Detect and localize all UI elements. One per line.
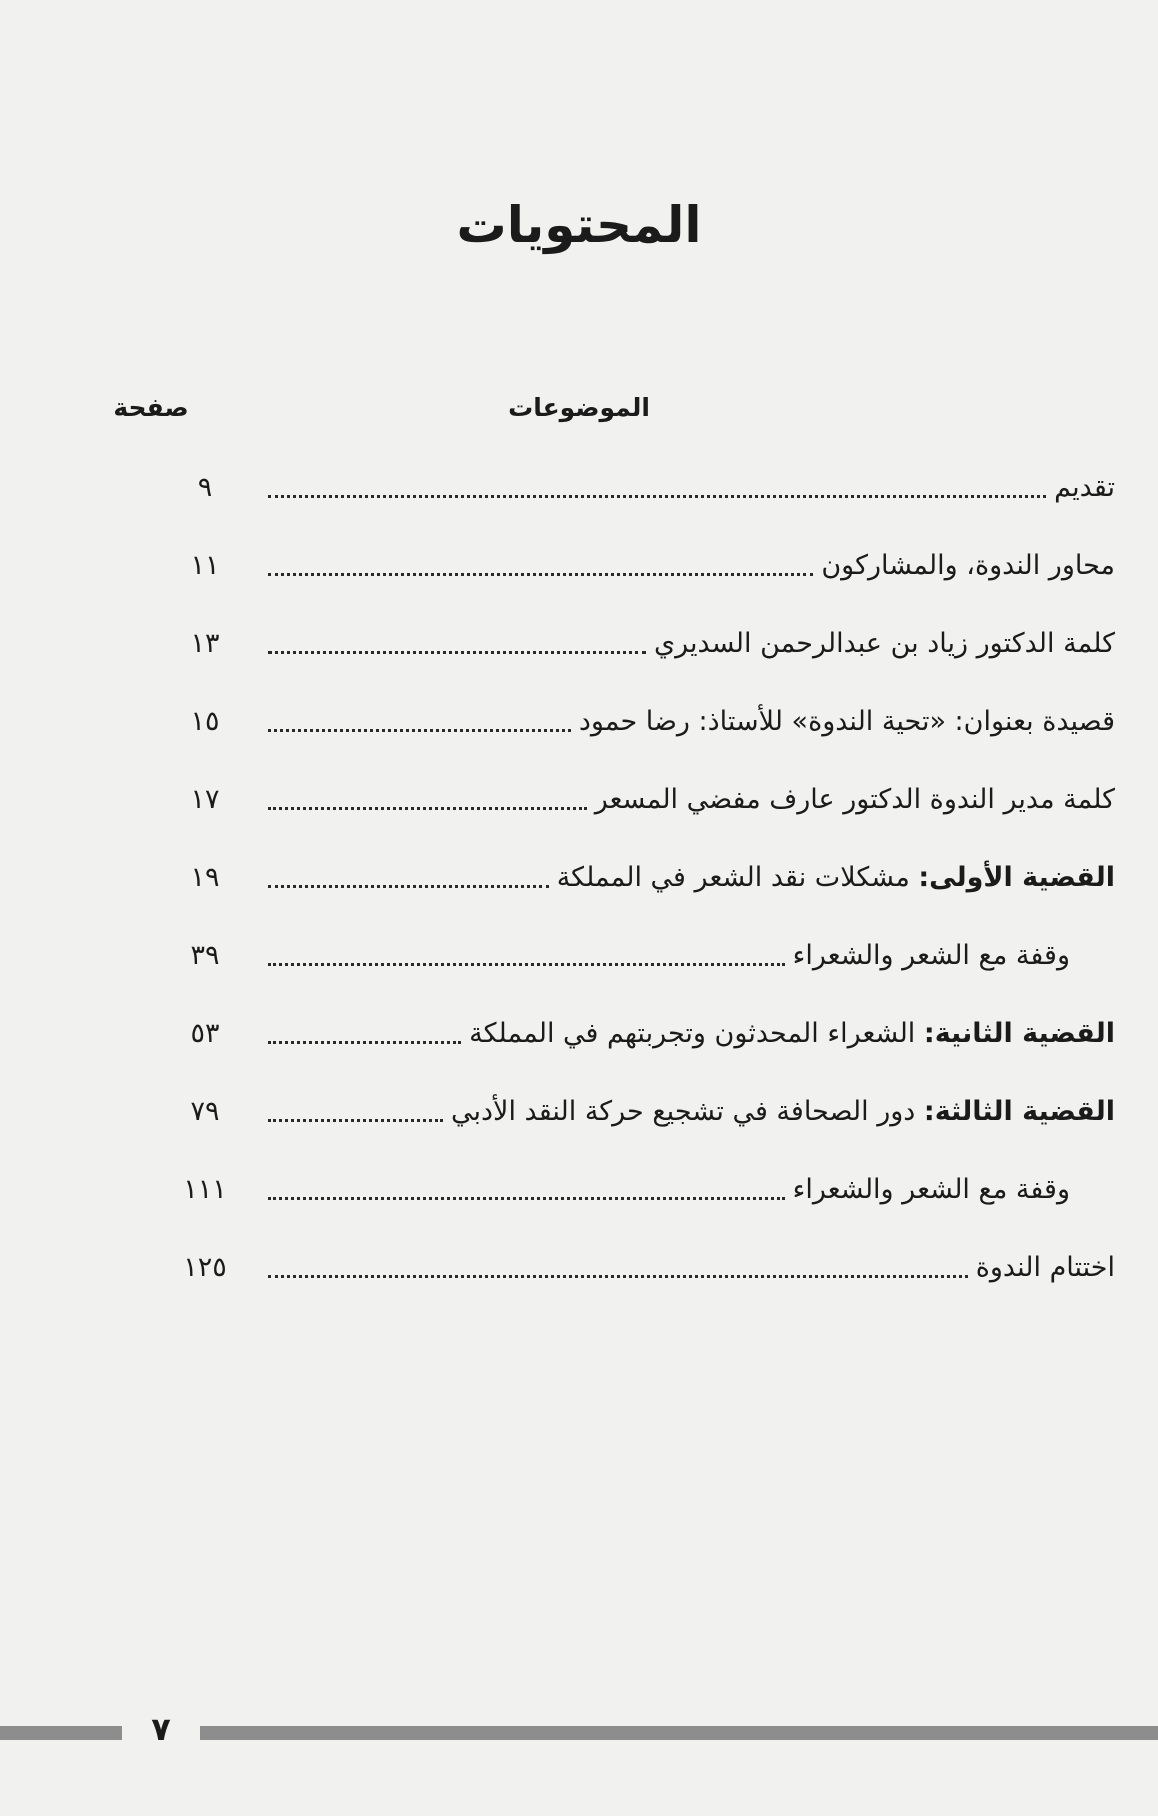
toc-leader-dots <box>268 884 549 888</box>
toc-entry-title: محاور الندوة، والمشاركون <box>821 550 1115 581</box>
toc-entry-title: اختتام الندوة <box>975 1252 1115 1283</box>
toc-entry-page: ٧٩ <box>190 1096 220 1127</box>
toc-leader-dots <box>268 1196 785 1200</box>
toc-leader-dots <box>268 494 1046 498</box>
toc-entry-page: ١٢٥ <box>183 1252 227 1283</box>
toc-entry-page: ١٩ <box>190 862 220 893</box>
toc-entry[interactable] <box>150 616 1115 664</box>
toc-leader-dots <box>268 806 587 810</box>
toc-entry-title: وقفة مع الشعر والشعراء <box>792 940 1070 971</box>
toc-entry-title: القضية الأولى: مشكلات نقد الشعر في المملكة <box>556 862 1115 893</box>
toc-entry-title: القضية الثالثة: دور الصحافة في تشجيع حركة النقد الأدبي <box>451 1096 1115 1127</box>
toc-entry-title: كلمة مدير الندوة الدكتور عارف مفضي المسعر <box>594 784 1115 815</box>
toc-entry[interactable] <box>150 1084 1115 1132</box>
toc-entry-page: ١٥ <box>190 706 220 737</box>
toc-entry[interactable] <box>150 538 1115 586</box>
toc-entry-page: ٣٩ <box>190 940 220 971</box>
toc-entry-page: ٥٣ <box>190 1018 220 1049</box>
toc-entry[interactable] <box>150 1240 1115 1288</box>
toc-leader-dots <box>268 650 646 654</box>
toc-entry-title: كلمة الدكتور زياد بن عبدالرحمن السديري <box>654 628 1115 659</box>
toc-leader-dots <box>268 728 571 732</box>
toc-subentry[interactable] <box>150 928 1070 976</box>
toc-entry[interactable] <box>150 850 1115 898</box>
page-column-header: صفحة <box>113 393 189 422</box>
toc-entry-page: ١١ <box>190 550 220 581</box>
toc-entry-page: ١١١ <box>183 1174 227 1205</box>
toc-entry-title: قصيدة بعنوان: «تحية الندوة» للأستاذ: رضا حمود <box>578 706 1115 737</box>
page-number: ٧ <box>151 1710 171 1748</box>
toc-leader-dots <box>268 572 813 576</box>
toc-entry-page: ١٣ <box>190 628 220 659</box>
toc-entry[interactable] <box>150 1006 1115 1054</box>
toc-leader-dots <box>268 1274 968 1278</box>
toc-entry[interactable] <box>150 772 1115 820</box>
toc-entry-title: تقديم <box>1054 472 1115 503</box>
footer-rule-right <box>200 1726 1158 1740</box>
toc-leader-dots <box>268 1118 443 1122</box>
toc-subentry[interactable] <box>150 1162 1070 1210</box>
topics-column-header: الموضوعات <box>508 393 650 422</box>
toc-entry-title: القضية الثانية: الشعراء المحدثون وتجربتهم في المملكة <box>469 1018 1115 1049</box>
toc-entry-title: وقفة مع الشعر والشعراء <box>792 1174 1070 1205</box>
page-title: المحتويات <box>456 196 702 254</box>
toc-entry-page: ١٧ <box>190 784 220 815</box>
toc-entry[interactable] <box>150 694 1115 742</box>
footer-rule-left <box>0 1726 122 1740</box>
toc-leader-dots <box>268 1040 461 1044</box>
toc-entry[interactable] <box>150 460 1115 508</box>
toc-entry-page: ٩ <box>197 472 213 503</box>
toc-leader-dots <box>268 962 785 966</box>
